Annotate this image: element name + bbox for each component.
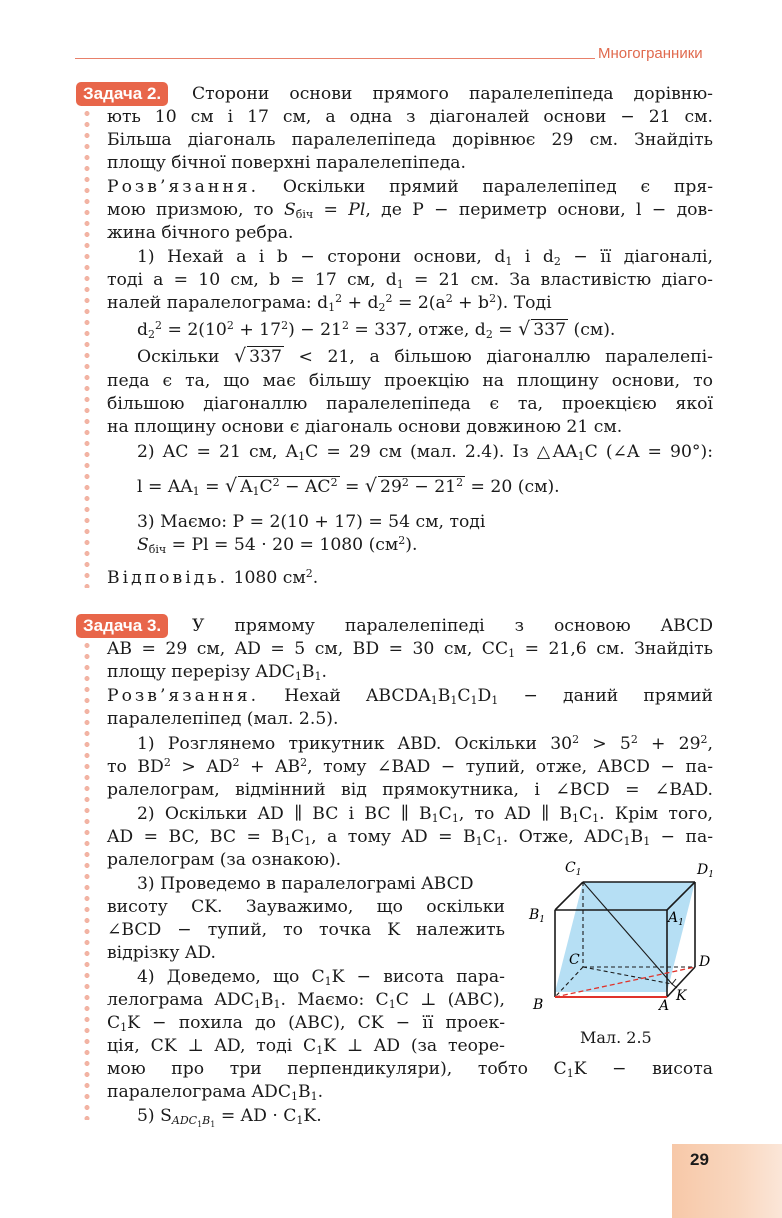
task-3-step: ралелограм (за ознакою). (107, 850, 342, 870)
chapter-title: Многогранники (598, 45, 703, 62)
task-2-formula: $l = AA_1$ = √ $A_1C^2 - AC^2$ = √ $29^2 - 21^2 = 20$ (см). (137, 475, 560, 498)
task-3-badge: Задача 3. (76, 614, 168, 638)
task-2-solution-line: мою призмою, то $S_{біч} = Pl$, де P − периметр основи, l − дов- (107, 200, 714, 221)
task-3-step: 1) Розглянемо трикутник ABD. Оскільки $30^2 > 5^2 + 29^2$, (137, 733, 713, 754)
task-3-step: 2) Оскільки AD ∥ BC і BC ∥ $B_1C_1$, то AD ∥ $B_1C_1$. Крім того, (137, 804, 714, 825)
label-d1: $D_1$ (697, 862, 714, 880)
task-2-step: 1) Нехай a і b − сторони основи, $d_1$ і $d_2$ − її діагоналі, (137, 247, 714, 268)
task-3-step: $C_1K$ − похила до (ABC), CK − її проек- (107, 1013, 505, 1034)
task-3-formula: 5) $S_{ADC_1B_1}$ = AD · $C_1K$. (137, 1106, 322, 1129)
task-3-step: 3) Проведемо в паралелограмі ABCD (137, 874, 474, 894)
task-3-step: ралелограм, відмінний від прямокутника, і ∠BCD = ∠BAD. (107, 780, 713, 800)
task-3-line: У прямому паралелепіпеді з основою ABCD (192, 616, 713, 636)
task-2-step: педа є та, що має більшу проекцію на площину основи, то (107, 371, 713, 391)
label-k: K (676, 988, 687, 1004)
task-3-step: то $BD^2 > AD^2 + AB^2$, тому ∠BAD − тупий, отже, ABCD − па- (107, 756, 713, 777)
task-3-step: висоту CK. Зауважимо, що оскільки (107, 897, 505, 917)
task-3-step: 4) Доведемо, що $C_1K$ − висота пара- (137, 967, 505, 988)
label-d: D (699, 954, 711, 970)
task-3-step: ∠BCD − тупий, то точка K належить (107, 920, 505, 940)
task-3-step: AD = BC, BC = $B_1C_1$, а тому AD = $B_1C_1$. Отже, $ADC_1B_1 - па-$ (107, 827, 714, 848)
task-2-step: 2) AC = 21 см, $A_1C = 29$ см (мал. 2.4). Із $\triangle AA_1C$ (∠A = 90°): (137, 442, 714, 463)
figure-caption: Мал. 2.5 (580, 1028, 652, 1047)
task-2-step: налей паралелограма: $d_1^2 + d_2^2 = 2(a^2 + b^2)$. Тоді (107, 292, 552, 314)
task-2-step: тоді a = 10 см, b = 17 см, $d_1 = 21$ см. За властивістю діаго- (107, 270, 713, 291)
parallelepiped-figure (525, 852, 725, 1022)
label-a1: $A_1$ (668, 910, 684, 928)
task-3-step: лелограма $ADC_1B_1$. Маємо: $C_1C$ ⊥ (ABC), (107, 990, 505, 1011)
task-2-margin-dots (83, 108, 91, 588)
task-3-solution-line: Розв’язання. Нехай $ABCDA_1B_1C_1D_1$ − даний прямий (107, 686, 713, 707)
task-3-solution-line: паралелепіпед (мал. 2.5). (107, 709, 339, 729)
task-2-solution-line: жина бічного ребра. (107, 223, 294, 243)
header-rule (75, 58, 595, 59)
task-3-margin-dots (83, 640, 91, 1120)
page-corner-decoration (672, 1144, 782, 1218)
label-c1: $C_1$ (565, 860, 582, 878)
task-2-formula: $d_2^2 = 2(10^2 + 17^2) - 21^2 = 337$, отже, $d_2$ = √ 337 (см). (137, 318, 616, 341)
label-c: C (569, 952, 580, 968)
task-2-line: площу бічної поверхні паралелепіпеда. (107, 153, 467, 173)
task-3-step: ція, CK ⊥ AD, тоді $C_1K$ ⊥ AD (за теоре- (107, 1036, 505, 1057)
task-2-line: Сторони основи прямого паралелепіпеда дорівню- (192, 84, 713, 104)
task-3-step: мою про три перпендикуляри), тобто $C_1K$ − висота (107, 1059, 713, 1080)
task-3-step: відрізку AD. (107, 943, 216, 963)
label-a: A (659, 998, 670, 1014)
page-number: 29 (690, 1150, 709, 1169)
task-3-step: паралелограма $ADC_1B_1$. (107, 1082, 324, 1103)
task-2-step: більшою діагоналлю паралелепіпеда є та, проекцією якої (107, 394, 713, 414)
task-2-line: Більша діагональ паралелепіпеда дорівнює 29 см. Знайдіть (107, 130, 713, 150)
task-2-step: Оскільки √ 337 < 21, а більшою діагоналлю паралелепі- (137, 345, 713, 367)
task-2-step: 3) Маємо: P = 2(10 + 17) = 54 см, тоді (137, 512, 486, 532)
task-2-badge: Задача 2. (76, 82, 168, 106)
task-2-solution-line: Розв’язання. Оскільки прямий паралелепіпед є пря- (107, 177, 713, 197)
task-2-step: $S_{біч} = Pl = 54 \cdot 20 = 1080$ $(см^2)$. (137, 534, 418, 556)
task-3-line: площу перерізу $ADC_1B_1$. (107, 662, 327, 683)
task-2-step: на площину основи є діагональ основи довжиною 21 см. (107, 417, 623, 437)
label-b1: $B_1$ (529, 907, 546, 925)
task-2-line: ють 10 см і 17 см, а одна з діагоналей основи − 21 см. (107, 107, 713, 127)
label-b: B (533, 997, 544, 1013)
task-3-line: AB = 29 см, AD = 5 см, BD = 30 см, $CC_1 = 21,6$ см. Знайдіть (107, 639, 713, 660)
task-2-answer: Відповідь. 1080 $см^2$. (107, 567, 319, 588)
